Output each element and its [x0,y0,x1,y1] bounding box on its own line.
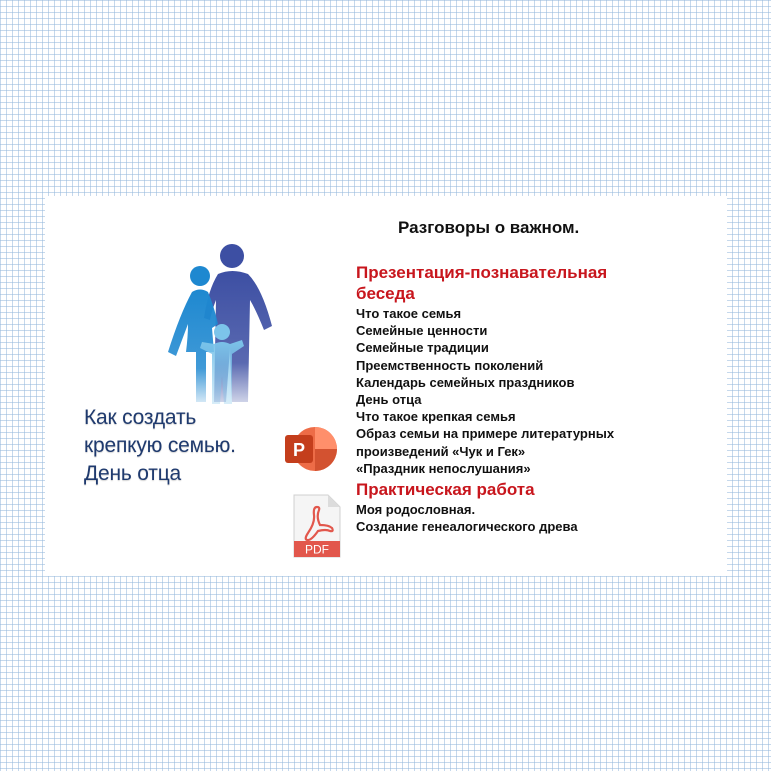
topic-list [356,501,676,535]
list-item: «Праздник непослушания» [356,460,531,476]
list-item: Что такое крепкая семья [356,409,516,425]
list-item: Моя родословная. [356,502,476,518]
section-title [356,262,676,304]
list-item: Семейные ценности [356,323,488,339]
list-item: Образ семьи на примере литературных [356,426,615,442]
list-item: произведений «Чук и Гек» [356,443,526,459]
heading: Разговоры о важном. [398,218,580,237]
list-item: Преемственность поколений [356,357,544,373]
content-list [356,262,676,535]
list-item: Создание генеалогического древа [356,519,578,535]
page-title [84,404,304,488]
list-item: День отца [356,392,422,408]
title-line: Как создать [84,406,197,429]
section-title [356,479,676,500]
section-practical [356,479,676,535]
list-item: Календарь семейных праздников [356,374,575,390]
section-title-line: беседа [356,284,415,303]
section-title-line: Практическая работа [356,480,535,500]
list-item: Что такое семья [356,306,462,321]
title-line: День отца [84,462,182,485]
pdf-label: PDF [305,542,329,557]
list-item: Семейные традиции [356,340,489,356]
ppt-label: P [292,440,306,460]
section-title-line: Презентация-познавательная [356,263,608,282]
topic-list [356,305,676,477]
title-line: крепкую семью. [84,434,236,457]
pdf-icon[interactable] [292,493,342,559]
section-presentation [356,262,676,477]
powerpoint-icon[interactable] [283,423,339,475]
family-icon [158,240,284,406]
